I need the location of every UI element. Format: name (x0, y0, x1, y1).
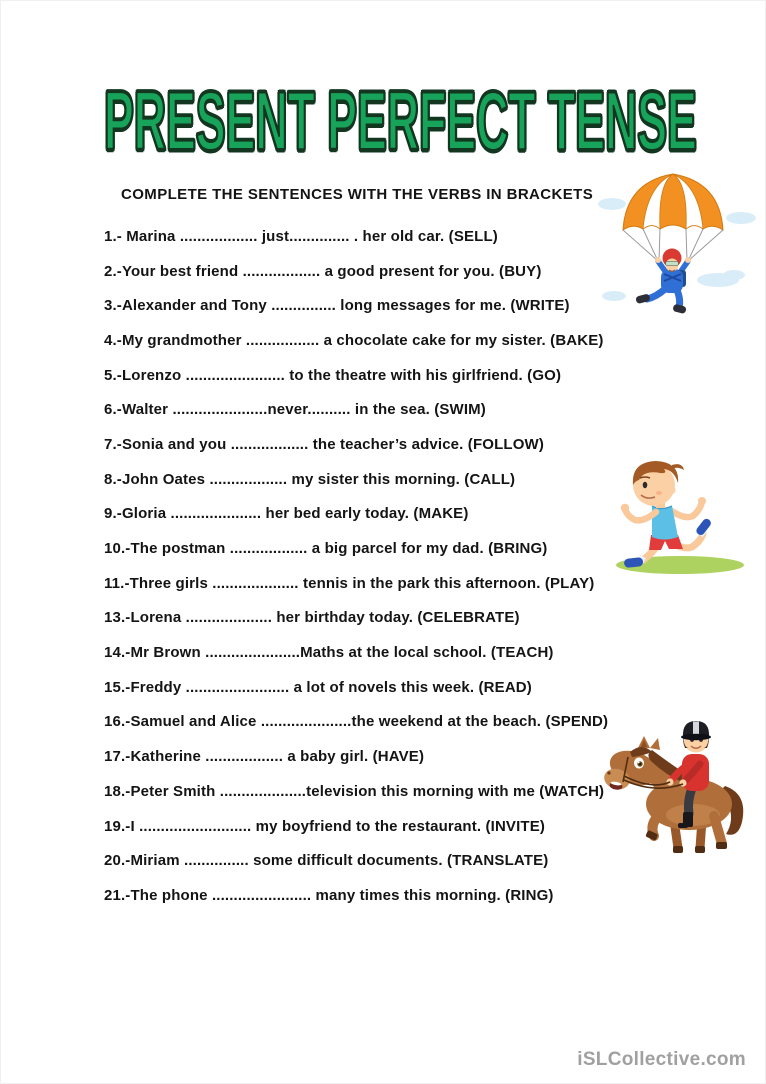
instructions-line: COMPLETE THE SENTENCES WITH THE VERBS IN BRACKETS (121, 186, 594, 203)
running-boy-figure (621, 461, 713, 568)
parachutist-cartoon-icon (598, 168, 758, 318)
sentence-item: 2.-Your best friend .................. a good present for you. (BUY) (104, 262, 542, 280)
sentence-item: 10.-The postman .................. a big parcel for my dad. (BRING) (104, 540, 548, 558)
horse-rider-svg (594, 710, 764, 864)
sentence-item: 5.-Lorenzo ....................... to the theatre with his girlfriend. (GO) (104, 366, 562, 384)
parachute-canopy (623, 174, 723, 230)
sentence-item: 15.-Freddy ........................ a lot of novels this week. (READ) (104, 678, 532, 696)
running-boy-svg (610, 450, 760, 577)
boy-riding-horse-cartoon-icon (594, 710, 764, 864)
worksheet-title: PRESENT PERFECT TENSE (104, 75, 697, 169)
sentence-item: 9.-Gloria ..................... her bed early today. (MAKE) (104, 505, 469, 523)
sentence-item: 16.-Samuel and Alice .....................the weekend at the beach. (SPEND) (104, 713, 609, 731)
sentence-item: 8.-John Oates .................. my sister this morning. (CALL) (104, 470, 516, 488)
sentence-item: 19.-I .......................... my boyfriend to the restaurant. (INVITE) (104, 817, 546, 835)
sentence-item: 14.-Mr Brown ......................Maths at the local school. (TEACH) (104, 644, 554, 662)
parachutist-svg (598, 168, 758, 318)
sentence-list (104, 219, 609, 913)
horse-figure (602, 736, 743, 853)
sentence-item: 13.-Lorena .................... her birthday today. (CELEBRATE) (104, 609, 520, 627)
sentence-item: 11.-Three girls .................... tennis in the park this afternoon. (PLAY) (104, 574, 595, 592)
sentence-item: 21.-The phone ....................... many times this morning. (RING) (104, 886, 554, 904)
sentence-item: 4.-My grandmother ................. a chocolate cake for my sister. (BAKE) (104, 331, 604, 349)
sentence-item: 18.-Peter Smith ....................television this morning with me (WATCH) (104, 782, 605, 800)
sentence-item: 7.-Sonia and you .................. the teacher’s advice. (FOLLOW) (104, 435, 544, 453)
sentence-item: 3.-Alexander and Tony ............... long messages for me. (WRITE) (104, 297, 570, 315)
islcollective-watermark: iSLCollective.com (577, 1049, 746, 1070)
running-boy-cartoon-icon (610, 450, 760, 577)
sentence-item: 17.-Katherine .................. a baby girl. (HAVE) (104, 748, 425, 766)
skydiver-figure (635, 249, 691, 315)
sentence-item: 20.-Miriam ............... some difficult documents. (TRANSLATE) (104, 852, 549, 870)
sentence-item: 1.- Marina .................. just.............. . her old car. (SELL) (104, 227, 498, 245)
sentence-item: 6.-Walter ......................never.......... in the sea. (SWIM) (104, 401, 486, 419)
